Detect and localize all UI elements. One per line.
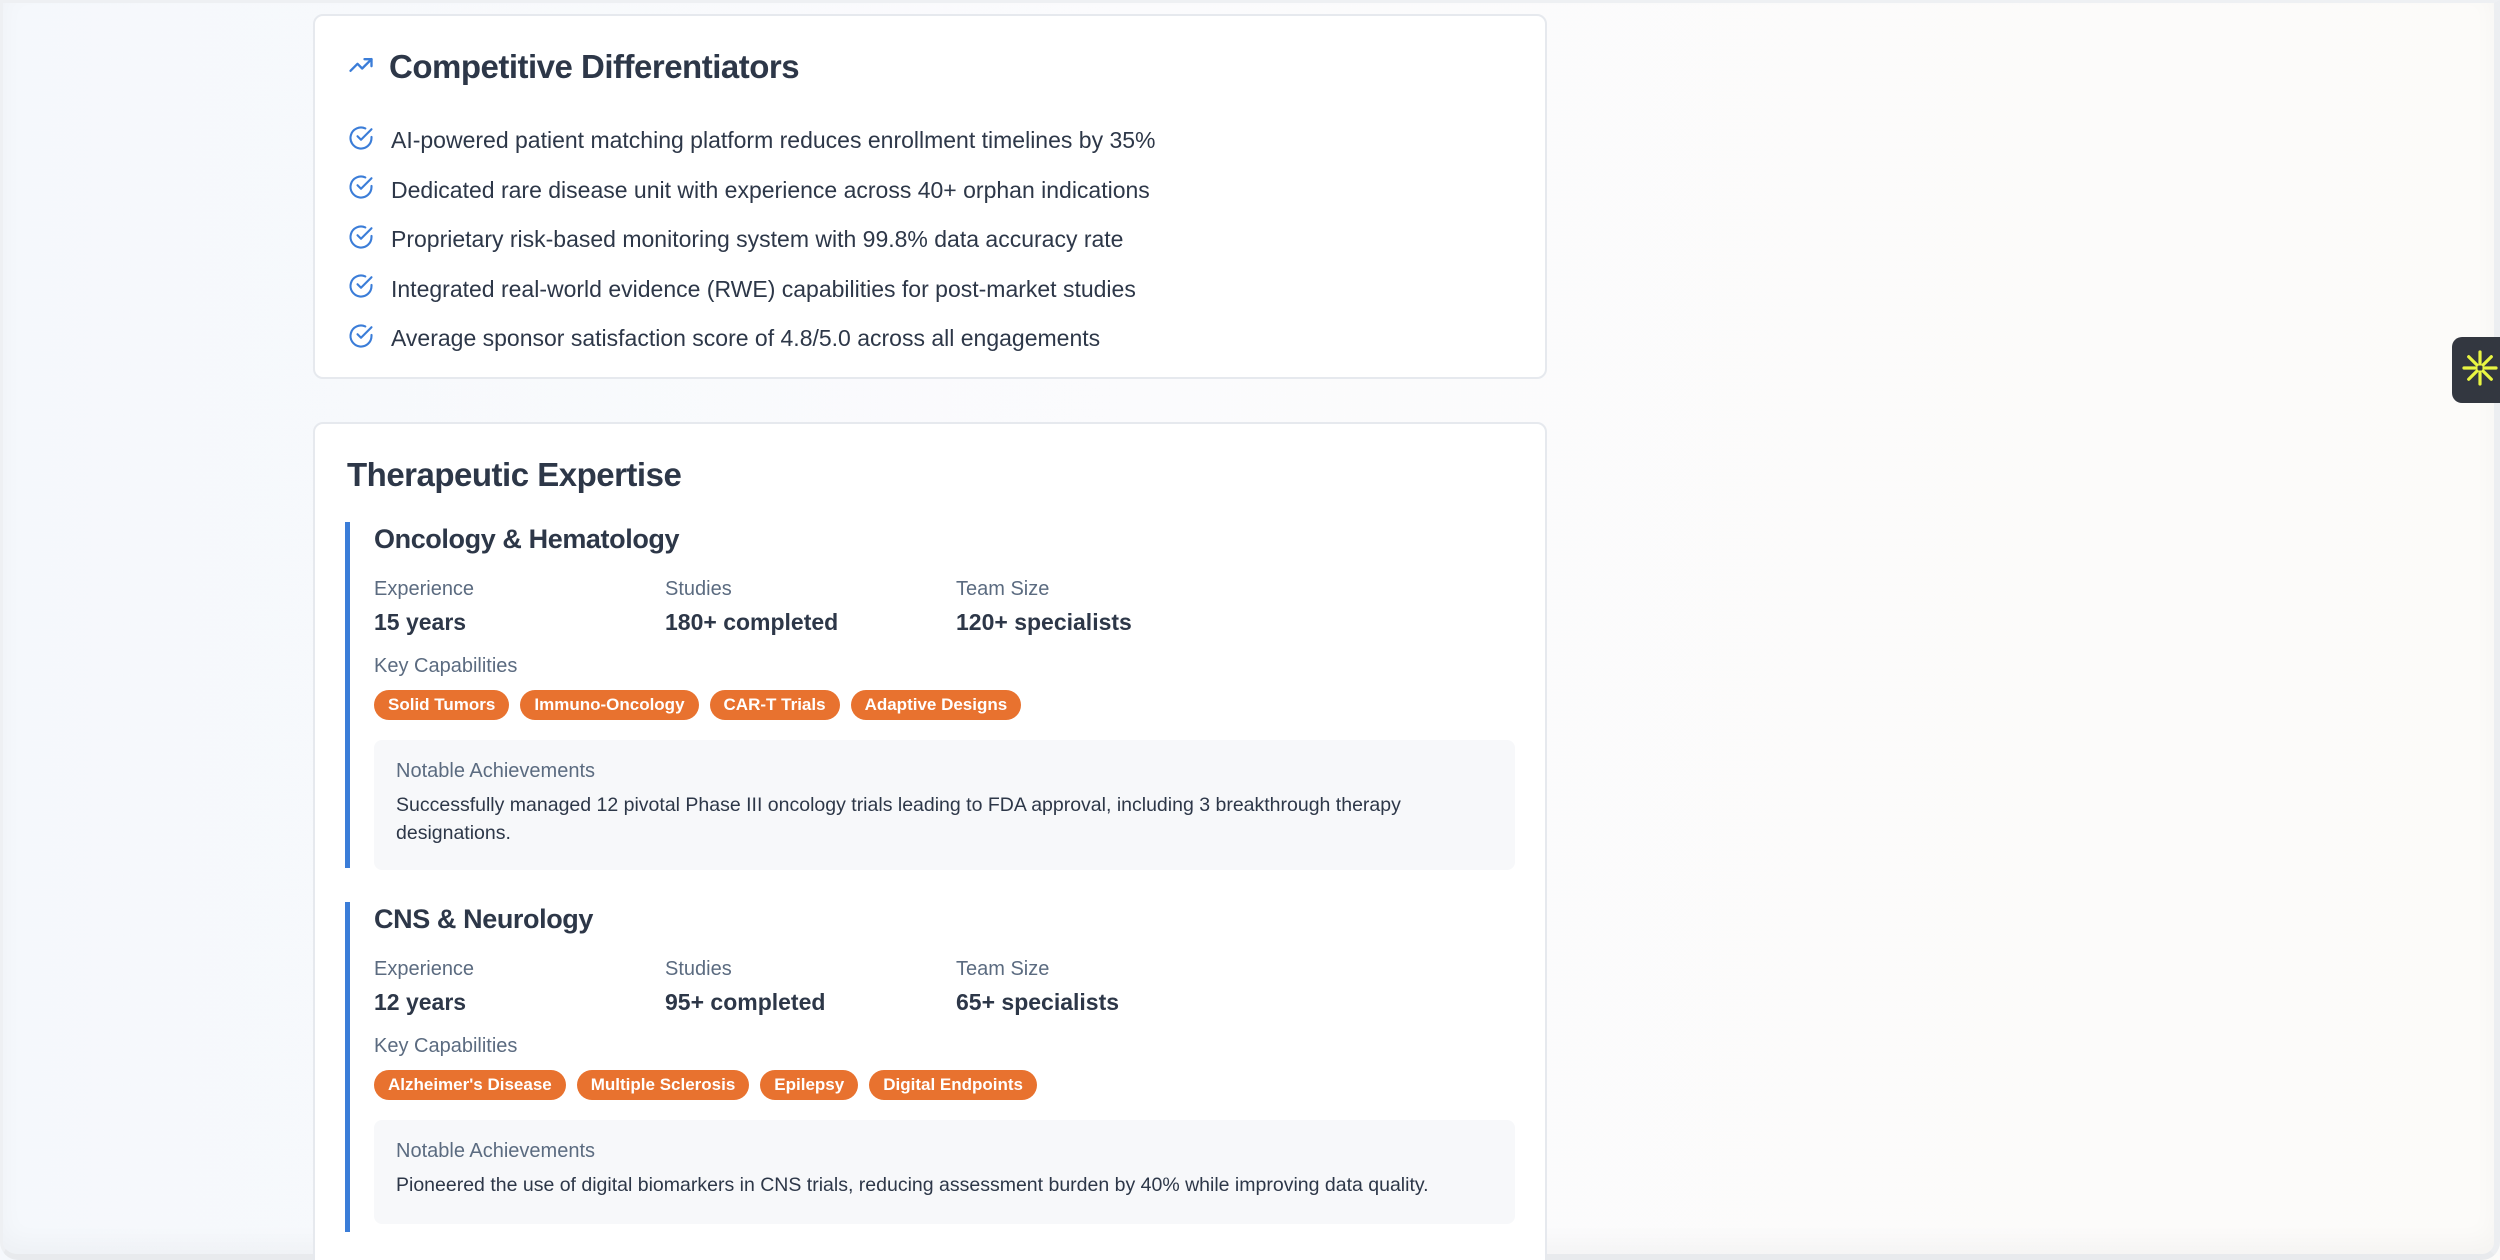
list-item [347, 116, 1156, 166]
expertise-title: Therapeutic Expertise [347, 456, 682, 493]
capability-tag: Multiple Sclerosis [577, 1070, 750, 1100]
list-item [347, 314, 1156, 364]
check-circle-icon [347, 223, 375, 257]
capability-tag: Solid Tumors [374, 690, 509, 720]
differentiators-header [347, 48, 799, 86]
stat-label: Experience [374, 578, 475, 600]
achievements-text: Successfully managed 12 pivotal Phase III oncology trials leading to FDA approval, including 3 breakthrough therapy designations. [396, 794, 1401, 844]
differentiators-title: Competitive Differentiators [389, 48, 800, 85]
stat-label: Experience [374, 958, 475, 980]
capability-tags [374, 690, 1021, 720]
stat-value: 120+ specialists [956, 609, 1132, 635]
therapeutic-expertise-card [313, 422, 1547, 1260]
area-title: Oncology & Hematology [374, 524, 680, 554]
capability-tag: Alzheimer's Disease [374, 1070, 566, 1100]
therapeutic-area-oncology [345, 522, 1515, 868]
list-item-text: Proprietary risk-based monitoring system with 99.8% data accuracy rate [391, 226, 1124, 253]
list-item [347, 166, 1156, 216]
trending-up-icon [347, 51, 375, 84]
stat-team-size [956, 958, 1247, 1016]
assistant-button[interactable] [2452, 337, 2500, 403]
area-title: CNS & Neurology [374, 904, 594, 934]
list-item-text: AI-powered patient matching platform reduces enrollment timelines by 35% [391, 127, 1156, 154]
capabilities-label: Key Capabilities [374, 1035, 518, 1057]
stat-value: 95+ completed [665, 989, 826, 1015]
achievements-text: Pioneered the use of digital biomarkers in CNS trials, reducing assessment burden by 40% while improving data quality. [396, 1174, 1429, 1196]
achievements-box [374, 1120, 1515, 1224]
stat-value: 180+ completed [665, 609, 839, 635]
check-circle-icon [347, 124, 375, 158]
stat-value: 65+ specialists [956, 989, 1120, 1015]
stat-value: 15 years [374, 609, 467, 635]
stat-label: Team Size [956, 958, 1050, 980]
capability-tag: Epilepsy [760, 1070, 858, 1100]
list-item-text: Dedicated rare disease unit with experience across 40+ orphan indications [391, 176, 1150, 203]
check-circle-icon [347, 322, 375, 356]
stat-team-size [956, 578, 1247, 636]
stat-studies [665, 958, 956, 1016]
therapeutic-area-cns [345, 902, 1515, 1232]
stat-experience [374, 578, 665, 636]
achievements-label: Notable Achievements [396, 760, 596, 782]
stat-studies [665, 578, 956, 636]
check-circle-icon [347, 272, 375, 306]
area-stats [374, 578, 1247, 636]
stat-label: Studies [665, 578, 732, 600]
check-circle-icon [347, 173, 375, 207]
capability-tag: Digital Endpoints [869, 1070, 1037, 1100]
sparkle-icon [2460, 348, 2500, 393]
competitive-differentiators-card [313, 14, 1547, 379]
list-item-text: Integrated real-world evidence (RWE) capabilities for post-market studies [391, 275, 1136, 302]
capability-tags [374, 1070, 1037, 1100]
stat-label: Studies [665, 958, 732, 980]
stat-experience [374, 958, 665, 1016]
list-item [347, 215, 1156, 265]
capability-tag: Adaptive Designs [851, 690, 1022, 720]
capability-tag: CAR-T Trials [710, 690, 840, 720]
stat-value: 12 years [374, 989, 467, 1015]
differentiators-list [347, 116, 1156, 364]
capabilities-label: Key Capabilities [374, 655, 518, 677]
stat-label: Team Size [956, 578, 1050, 600]
area-stats [374, 958, 1247, 1016]
achievements-label: Notable Achievements [396, 1140, 596, 1162]
achievements-box [374, 740, 1515, 870]
list-item [347, 265, 1156, 315]
list-item-text: Average sponsor satisfaction score of 4.8/5.0 across all engagements [391, 325, 1101, 352]
capability-tag: Immuno-Oncology [520, 690, 698, 720]
